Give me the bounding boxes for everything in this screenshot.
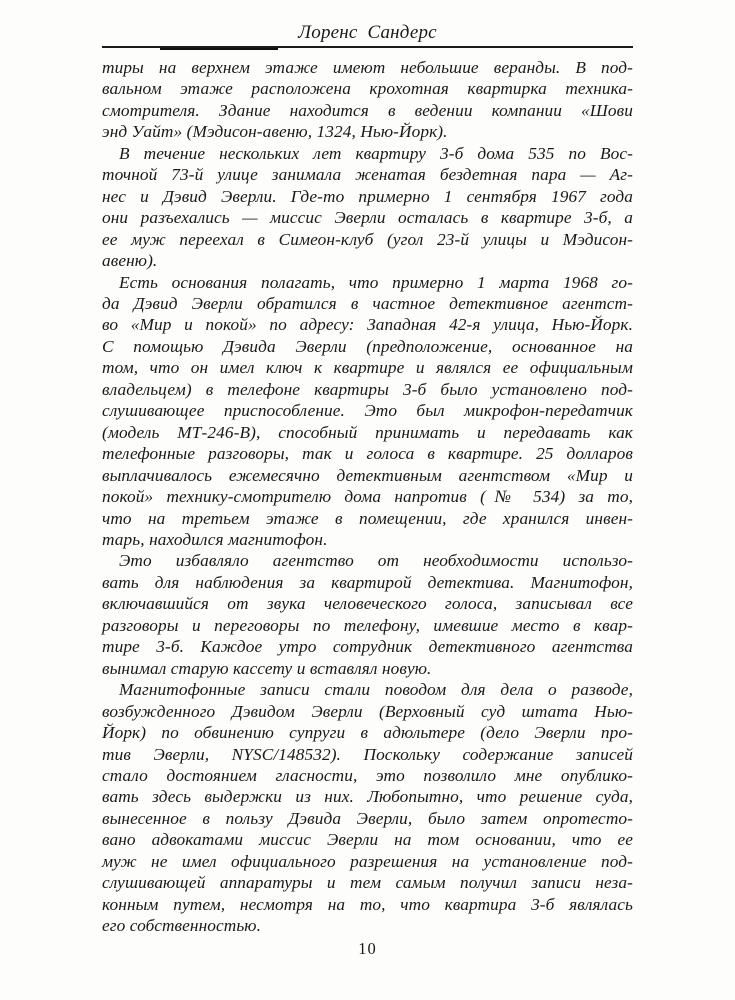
header-rule (102, 46, 633, 48)
text-line: Йорк) по обвинению супруги в адюльтере (дело Эверли про- (102, 723, 633, 743)
text-line: слушивающее приспособление. Это был микрофон-передатчик (102, 401, 633, 421)
text-line: они разъехались — миссис Эверли осталась в квартире 3-б, а (102, 208, 633, 228)
text-line: вано адвокатами миссис Эверли на том основании, что ее (102, 830, 633, 850)
body-text (102, 57, 633, 937)
text-line: вынимал старую кассету и вставлял новую. (102, 658, 432, 678)
paragraph (102, 679, 633, 936)
paragraph (102, 272, 633, 551)
text-line: вать для наблюдения за квартирой детектива. Магнитофон, (102, 572, 633, 592)
text-line: Магнитофонные записи стали поводом для дела о разводе, (119, 680, 633, 700)
text-line: вынесенное в пользу Дэвида Эверли, было затем опротесто- (102, 808, 633, 828)
text-line: тив Эверли, NYSC/148532). Поскольку содержание записей (102, 744, 633, 764)
text-line: разговоры и переговоры по телефону, имевшие место в квар- (102, 615, 633, 635)
paragraph (102, 57, 633, 143)
text-line: выплачивалось ежемесячно детективным агентством «Мир и (102, 465, 633, 485)
paragraph (102, 143, 633, 272)
text-line: включавшийся от звука человеческого голоса, записывал все (102, 594, 633, 614)
text-line: Это избавляло агентство от необходимости использо- (119, 551, 633, 571)
running-header (102, 22, 633, 48)
text-line: да Дэвид Эверли обратился в частное детективное агентст- (102, 293, 633, 313)
text-line: муж не имел официального разрешения на установление под- (102, 851, 633, 871)
text-line: Есть основания полагать, что примерно 1 марта 1968 го- (119, 272, 633, 292)
page-number: 10 (358, 939, 377, 958)
text-line: тиры на верхнем этаже имеют небольшие веранды. В под- (102, 58, 633, 77)
text-line: тарь, находился магнитофон. (102, 529, 328, 549)
text-line: что на третьем этаже в помещении, где хранился инвен- (102, 508, 633, 528)
text-line: вать здесь выдержки из них. Любопытно, что решение суда, (102, 787, 633, 807)
text-line: (модель МТ-246-В), способный принимать и передавать как (102, 422, 633, 442)
text-line: тире 3-б. Каждое утро сотрудник детективного агентства (102, 637, 633, 657)
text-line: конным путем, несмотря на то, что квартира 3-б являлась (102, 894, 633, 914)
text-line: телефонные разговоры, так и голоса в квартире. 25 долларов (102, 444, 633, 464)
text-line: энд Уайт» (Мэдисон-авеню, 1324, Нью-Йорк). (102, 122, 448, 142)
text-line: вальном этаже расположена крохотная квартирка техника- (102, 79, 633, 99)
text-line: нес и Дэвид Эверли. Где-то примерно 1 сентября 1967 года (102, 186, 633, 206)
text-line: ее муж переехал в Симеон-клуб (угол 23-й улицы и Мэдисон- (102, 229, 633, 249)
text-line: стало достоянием гласности, это позволило мне опублико- (102, 765, 633, 785)
text-line: слушивающей аппаратуры и тем самым получил записи неза- (102, 873, 633, 893)
text-line: В течение нескольких лет квартиру 3-б дома 535 по Вос- (119, 143, 633, 163)
text-line: владельцем) в телефоне квартиры 3-б было установлено под- (102, 379, 633, 399)
text-line: его собственностью. (102, 916, 262, 936)
text-line: том, что он имел ключ к квартире и являлся ее официальным (102, 358, 633, 378)
text-line: во «Мир и покой» по адресу: Западная 42-я улица, Нью-Йорк. (102, 315, 633, 335)
paragraph (102, 550, 633, 679)
text-line: смотрителя. Здание находится в ведении компании «Шови (102, 100, 633, 120)
header-rule-artifact (160, 48, 278, 50)
text-line: точной 73-й улице занимала женатая бездетная пара — Аг- (102, 165, 633, 185)
running-header-author: Лоренс Сандерс (298, 22, 437, 43)
text-line: возбужденного Дэвидом Эверли (Верховный суд штата Нью- (102, 701, 633, 721)
text-line: покой» технику-смотрителю дома напротив (№ 534) за то, (102, 487, 633, 507)
text-line: авеню). (102, 251, 158, 271)
text-line: С помощью Дэвида Эверли (предположение, основанное на (102, 336, 633, 356)
